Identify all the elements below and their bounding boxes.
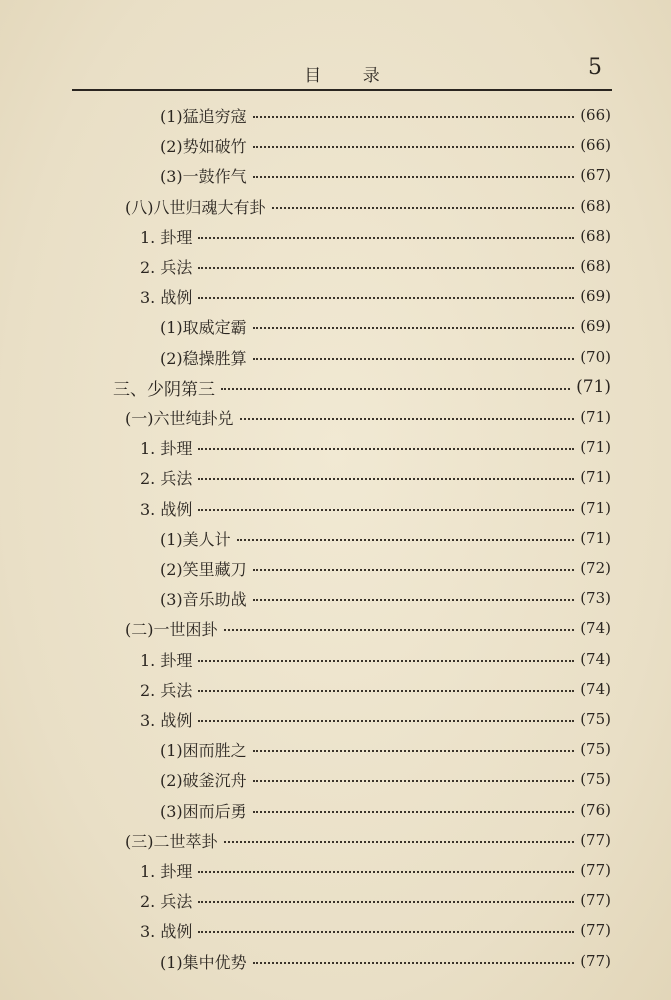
toc-entry-page: (66) — [580, 106, 611, 124]
page-header — [72, 55, 612, 87]
toc-entry-page: (75) — [580, 710, 611, 728]
dot-leader — [198, 478, 574, 480]
toc-entry — [160, 344, 611, 370]
toc-entry — [140, 857, 611, 883]
toc-entry — [125, 404, 611, 430]
toc-entry-page: (74) — [580, 680, 611, 698]
toc-entry — [140, 706, 611, 732]
toc-entry-title: (2)破釜沉舟 — [160, 770, 247, 790]
toc-entry-page: (71) — [580, 529, 611, 547]
toc-entry-page: (75) — [580, 770, 611, 788]
toc-entry-page: (77) — [580, 891, 611, 909]
toc-entry-title: (1)猛追穷寇 — [160, 106, 247, 126]
dot-leader — [237, 539, 575, 541]
header-title: 目 录 — [304, 66, 398, 86]
toc-entry — [160, 736, 611, 762]
dot-leader — [224, 841, 575, 843]
toc-entry — [125, 615, 611, 641]
dot-leader — [240, 418, 575, 420]
toc-entry — [125, 193, 611, 219]
toc-entry-title: (八)八世归魂大有卦 — [125, 197, 266, 217]
toc-entry — [125, 827, 611, 853]
toc-entry-title: (二)一世困卦 — [125, 619, 218, 639]
dot-leader — [253, 327, 575, 329]
toc-entry-page: (72) — [580, 559, 611, 577]
toc-entry-title: 1. 卦理 — [140, 861, 193, 881]
toc-entry — [113, 374, 611, 400]
toc-entry — [140, 917, 611, 943]
dot-leader — [253, 750, 575, 752]
toc-entry-page: (77) — [580, 921, 611, 939]
toc-entry-title: (2)势如破竹 — [160, 136, 247, 156]
toc-entry-page: (67) — [580, 166, 611, 184]
toc-entry — [140, 887, 611, 913]
dot-leader — [253, 176, 575, 178]
toc-entry — [140, 464, 611, 490]
toc-entry — [140, 646, 611, 672]
toc-entry — [160, 102, 611, 128]
toc-entry-page: (69) — [580, 317, 611, 335]
dot-leader — [221, 388, 570, 390]
toc-entry-title: (一)六世纯卦兑 — [125, 408, 234, 428]
dot-leader — [253, 599, 575, 601]
dot-leader — [198, 509, 574, 511]
toc-entry — [160, 555, 611, 581]
page-number: 5 — [588, 55, 602, 80]
toc-entry-page: (71) — [580, 408, 611, 426]
toc-entry-page: (71) — [580, 438, 611, 456]
toc-entry-page: (68) — [580, 227, 611, 245]
toc-entry-title: (3)一鼓作气 — [160, 166, 247, 186]
toc-entry-page: (71) — [580, 468, 611, 486]
toc-entry — [160, 162, 611, 188]
toc-entry-title: 2. 兵法 — [140, 257, 193, 277]
dot-leader — [198, 690, 574, 692]
header-rule — [72, 89, 612, 91]
toc-entry-title: (2)稳操胜算 — [160, 348, 247, 368]
toc-entry — [140, 676, 611, 702]
toc-entry-title: (1)集中优势 — [160, 952, 247, 972]
toc-entry-title: (1)美人计 — [160, 529, 231, 549]
toc-entry-page: (73) — [580, 589, 611, 607]
toc-entry-title: 2. 兵法 — [140, 891, 193, 911]
dot-leader — [198, 901, 574, 903]
toc-entry-page: (77) — [580, 861, 611, 879]
toc-entry-title: (3)困而后勇 — [160, 801, 247, 821]
toc-entry-page: (75) — [580, 740, 611, 758]
toc-entry-page: (68) — [580, 197, 611, 215]
toc-entry-title: (1)困而胜之 — [160, 740, 247, 760]
toc-entry-title: 1. 卦理 — [140, 650, 193, 670]
dot-leader — [253, 358, 575, 360]
toc-entry — [160, 766, 611, 792]
toc-entry-page: (76) — [580, 801, 611, 819]
dot-leader — [198, 720, 574, 722]
dot-leader — [198, 931, 574, 933]
toc-entry-page: (71) — [580, 499, 611, 517]
toc-entry-title: 三、少阴第三 — [113, 379, 215, 400]
toc-entry — [140, 434, 611, 460]
toc-entry-page: (70) — [580, 348, 611, 366]
toc-entry-page: (74) — [580, 650, 611, 668]
toc-entry — [160, 313, 611, 339]
toc-entry-title: 1. 卦理 — [140, 438, 193, 458]
toc-entry-page: (74) — [580, 619, 611, 637]
dot-leader — [253, 962, 575, 964]
toc-entry-page: (77) — [580, 831, 611, 849]
dot-leader — [198, 871, 574, 873]
dot-leader — [272, 207, 575, 209]
toc-entry-title: 2. 兵法 — [140, 468, 193, 488]
toc-entry — [160, 797, 611, 823]
toc-entry-page: (68) — [580, 257, 611, 275]
toc-entry-title: 3. 战例 — [140, 287, 193, 307]
dot-leader — [224, 629, 575, 631]
toc-entry-page: (69) — [580, 287, 611, 305]
toc-entry-page: (71) — [576, 377, 611, 397]
toc-entry-title: 3. 战例 — [140, 499, 193, 519]
toc-entry — [140, 495, 611, 521]
dot-leader — [253, 811, 575, 813]
dot-leader — [198, 660, 574, 662]
dot-leader — [198, 297, 574, 299]
toc-entry-title: 3. 战例 — [140, 921, 193, 941]
toc-entry-title: 2. 兵法 — [140, 680, 193, 700]
toc-entry-title: (3)音乐助战 — [160, 589, 247, 609]
dot-leader — [253, 146, 575, 148]
toc-entry-title: (2)笑里藏刀 — [160, 559, 247, 579]
dot-leader — [198, 267, 574, 269]
dot-leader — [253, 116, 575, 118]
toc-entry-page: (66) — [580, 136, 611, 154]
toc-entry — [160, 948, 611, 974]
dot-leader — [253, 569, 575, 571]
toc-entry — [140, 223, 611, 249]
dot-leader — [198, 237, 574, 239]
toc-entry-page: (77) — [580, 952, 611, 970]
toc-entry — [160, 132, 611, 158]
toc-entry — [160, 525, 611, 551]
toc-entry-title: (1)取威定霸 — [160, 317, 247, 337]
dot-leader — [253, 780, 575, 782]
toc-entry — [140, 253, 611, 279]
toc-entry-title: 1. 卦理 — [140, 227, 193, 247]
dot-leader — [198, 448, 574, 450]
toc-entry — [140, 283, 611, 309]
toc-entry-title: 3. 战例 — [140, 710, 193, 730]
toc-entry — [160, 585, 611, 611]
toc-entry-title: (三)二世萃卦 — [125, 831, 218, 851]
